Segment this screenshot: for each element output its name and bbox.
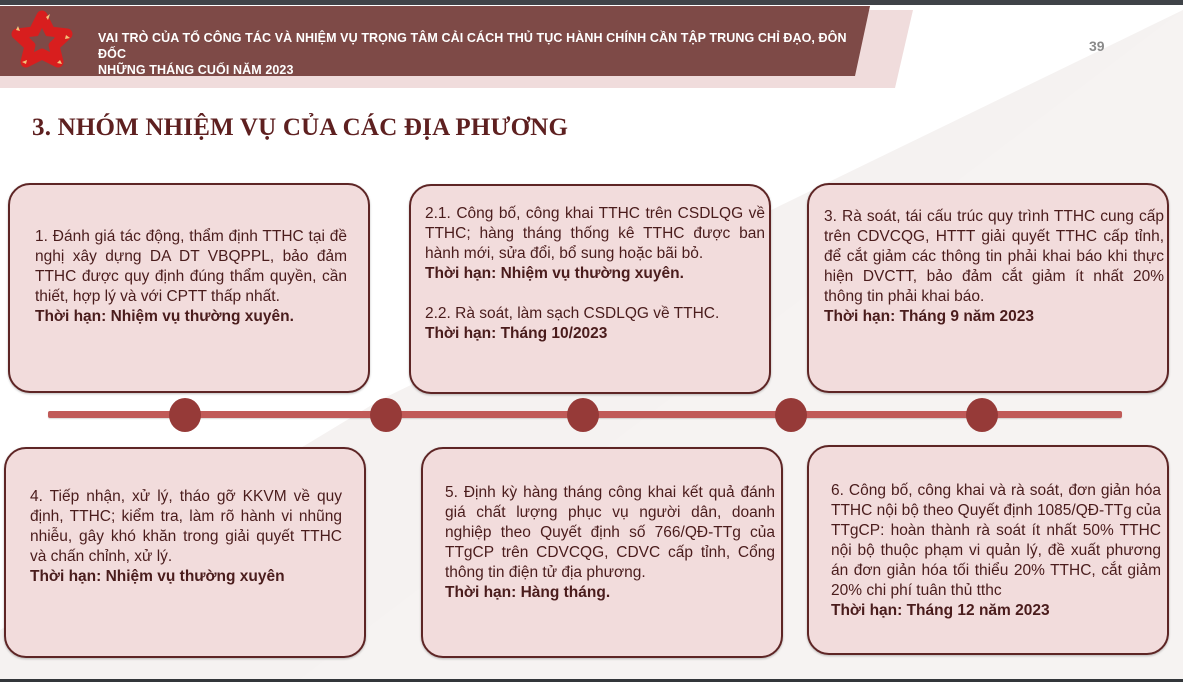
task-deadline-2: Thời hạn: Tháng 10/2023 [425,325,608,342]
header-title [98,30,858,78]
header-title-line-1: VAI TRÒ CỦA TỔ CÔNG TÁC VÀ NHIỆM VỤ TRỌNG TÂM CẢI CÁCH THỦ TỤC HÀNH CHÍNH CẦN TẬP TRUNG CHỈ ĐẠO, ĐÔN ĐỐC [98,31,847,61]
task-description: 2.1. Công bố, công khai TTHC trên CSDLQG về TTHC; hàng tháng thống kê TTHC được ban hành mới, sửa đổi, bổ sung hoặc bãi bỏ. [425,205,765,262]
task-description: 6. Công bố, công khai và rà soát, đơn giản hóa TTHC nội bộ theo Quyết định 1085/QĐ-TTg của TTgCP: hoàn thành rà soát ít nhất 50% TTHC nội bộ thuộc phạm vi quản lý, đề xuất phương án đơn giản hóa tối thiểu 20% TTHC, cắt giảm 20% chi phí tuân thủ tthc [831,482,1161,599]
timeline-dot-3 [567,398,599,432]
task-deadline: Thời hạn: Hàng tháng. [445,584,611,601]
task-deadline: Thời hạn: Tháng 12 năm 2023 [831,602,1050,619]
task-description: 3. Rà soát, tái cấu trúc quy trình TTHC cung cấp trên CDVCQG, HTTT giải quyết TTHC cấp tỉnh, để cắt giảm các thông tin phải khai báo khi thực hiện DVCTT, bảo đảm cắt giảm ít nhất 20% thông tin phải khai báo. [824,208,1164,305]
task-card-3 [807,183,1169,393]
red-star-logo-icon [10,8,74,68]
task-card-6 [807,445,1169,655]
task-card-5 [421,447,783,658]
timeline-dot-5 [966,398,998,432]
task-deadline: Thời hạn: Nhiệm vụ thường xuyên. [425,265,684,282]
task-card-2 [409,184,771,394]
task-description: 5. Định kỳ hàng tháng công khai kết quả đánh giá chất lượng phục vụ người dân, doanh nghiệp theo Quyết định số 766/QĐ-TTg của TTgCP trên CDVCQG, CDVC cấp tỉnh, Cổng thông tin điện tử địa phương. [445,484,775,581]
timeline-dot-4 [775,398,807,432]
task-card-4 [4,447,366,658]
task-description: 1. Đánh giá tác động, thẩm định TTHC tại đề nghị xây dựng DA DT VBQPPL, bảo đảm TTHC được quy định đúng thẩm quyền, cần thiết, hợp lý và với CPTT thấp nhất. [35,228,347,305]
task-deadline: Thời hạn: Nhiệm vụ thường xuyên. [35,308,294,325]
task-description: 4. Tiếp nhận, xử lý, tháo gỡ KKVM về quy định, TTHC; kiểm tra, làm rõ hành vi nhũng nhiễu, gây khó khăn trong giải quyết TTHC và chấn chỉnh, xử lý. [30,488,342,565]
task-deadline: Thời hạn: Nhiệm vụ thường xuyên [30,568,285,585]
section-title: 3. NHÓM NHIỆM VỤ CỦA CÁC ĐỊA PHƯƠNG [32,114,569,141]
page-number: 39 [1089,38,1105,54]
top-frame-bar [0,0,1183,5]
timeline-dot-2 [370,398,402,432]
timeline-dot-1 [169,398,201,432]
task-card-1 [8,183,370,393]
task-deadline: Thời hạn: Tháng 9 năm 2023 [824,308,1034,325]
header-title-line-2: NHỮNG THÁNG CUỐI NĂM 2023 [98,63,294,77]
task-description-2: 2.2. Rà soát, làm sạch CSDLQG về TTHC. [425,305,720,322]
